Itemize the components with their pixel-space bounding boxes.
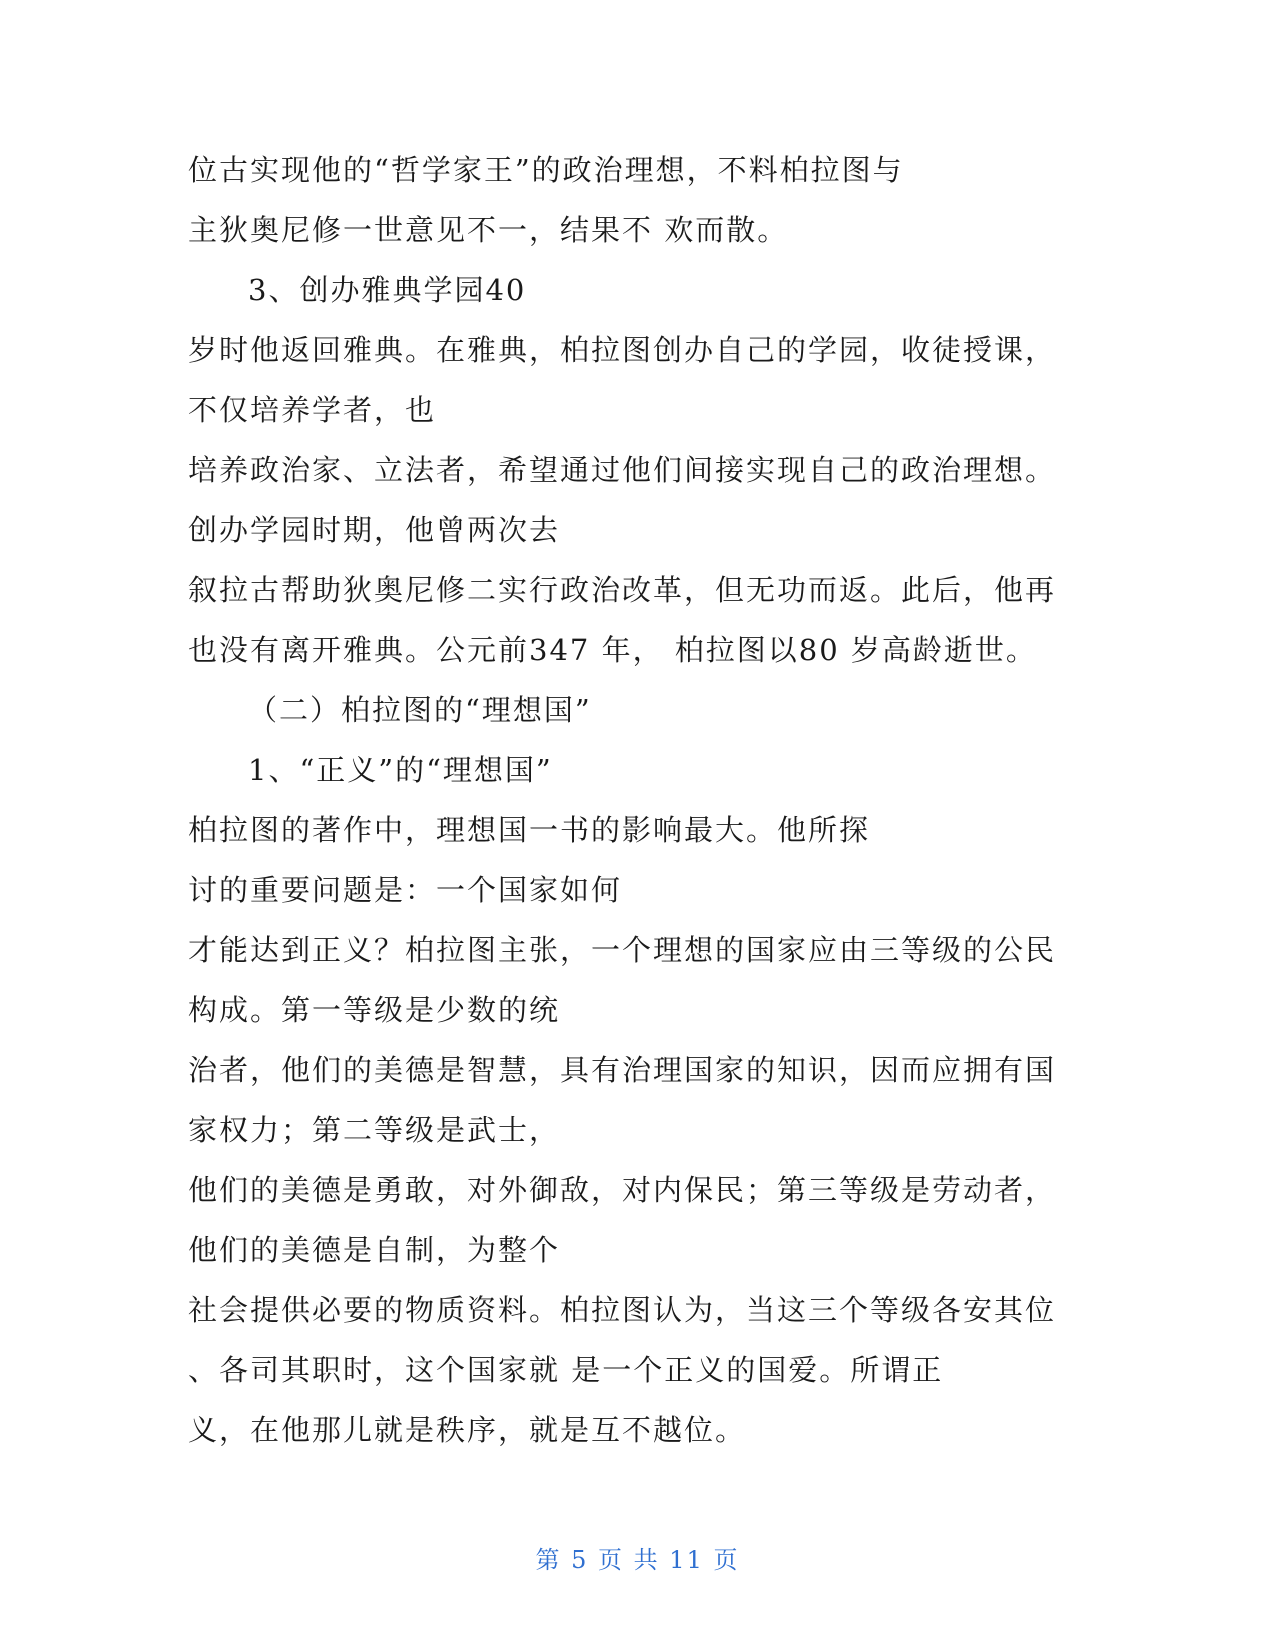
text-line: 也没有离开雅典。公元前347 年， 柏拉图以80 岁高龄逝世。	[188, 633, 1037, 667]
text-line: 治者，他们的美德是智慧，具有治理国家的知识，因而应拥有国	[188, 1053, 1057, 1087]
page-number-footer: 第 5 页 共 11 页	[535, 1546, 740, 1574]
text-line: 、各司其职时，这个国家就 是一个正义的国爱。所谓正	[188, 1353, 944, 1387]
text-line: 义，在他那儿就是秩序，就是互不越位。	[188, 1413, 747, 1447]
text-line: 才能达到正义？柏拉图主张，一个理想的国家应由三等级的公民	[188, 933, 1057, 967]
text-line: 叙拉古帮助狄奥尼修二实行政治改革，但无功而返。此后，他再	[188, 573, 1057, 607]
text-line: 不仅培养学者，也	[188, 393, 437, 427]
text-line: 讨的重要问题是：一个国家如何	[188, 873, 623, 907]
text-line: 他们的美德是勇敢，对外御敌，对内保民；第三等级是劳动者，	[188, 1173, 1057, 1207]
text-line: 构成。第一等级是少数的统	[188, 993, 561, 1027]
body-text	[188, 140, 1088, 1460]
text-line: 培养政治家、立法者，希望通过他们间接实现自己的政治理想。	[188, 453, 1057, 487]
text-line: 1、“正义”的“理想国”	[248, 753, 553, 787]
text-line: 主狄奥尼修一世意见不一，结果不 欢而散。	[188, 213, 789, 247]
text-line: 岁时他返回雅典。在雅典，柏拉图创办自己的学园，收徒授课，	[188, 333, 1057, 367]
text-line: 创办学园时期，他曾两次去	[188, 513, 561, 547]
text-line: （二）柏拉图的“理想国”	[248, 693, 592, 727]
text-line: 社会提供必要的物质资料。柏拉图认为，当这三个等级各安其位	[188, 1293, 1057, 1327]
text-line: 家权力；第二等级是武士，	[188, 1113, 561, 1147]
text-line: 位古实现他的“哲学家王”的政治理想，不料柏拉图与	[188, 153, 904, 187]
text-line: 3、创办雅典学园40	[248, 273, 527, 307]
text-line: 他们的美德是自制，为整个	[188, 1233, 561, 1267]
text-line: 柏拉图的著作中，理想国一书的影响最大。他所探	[188, 813, 871, 847]
